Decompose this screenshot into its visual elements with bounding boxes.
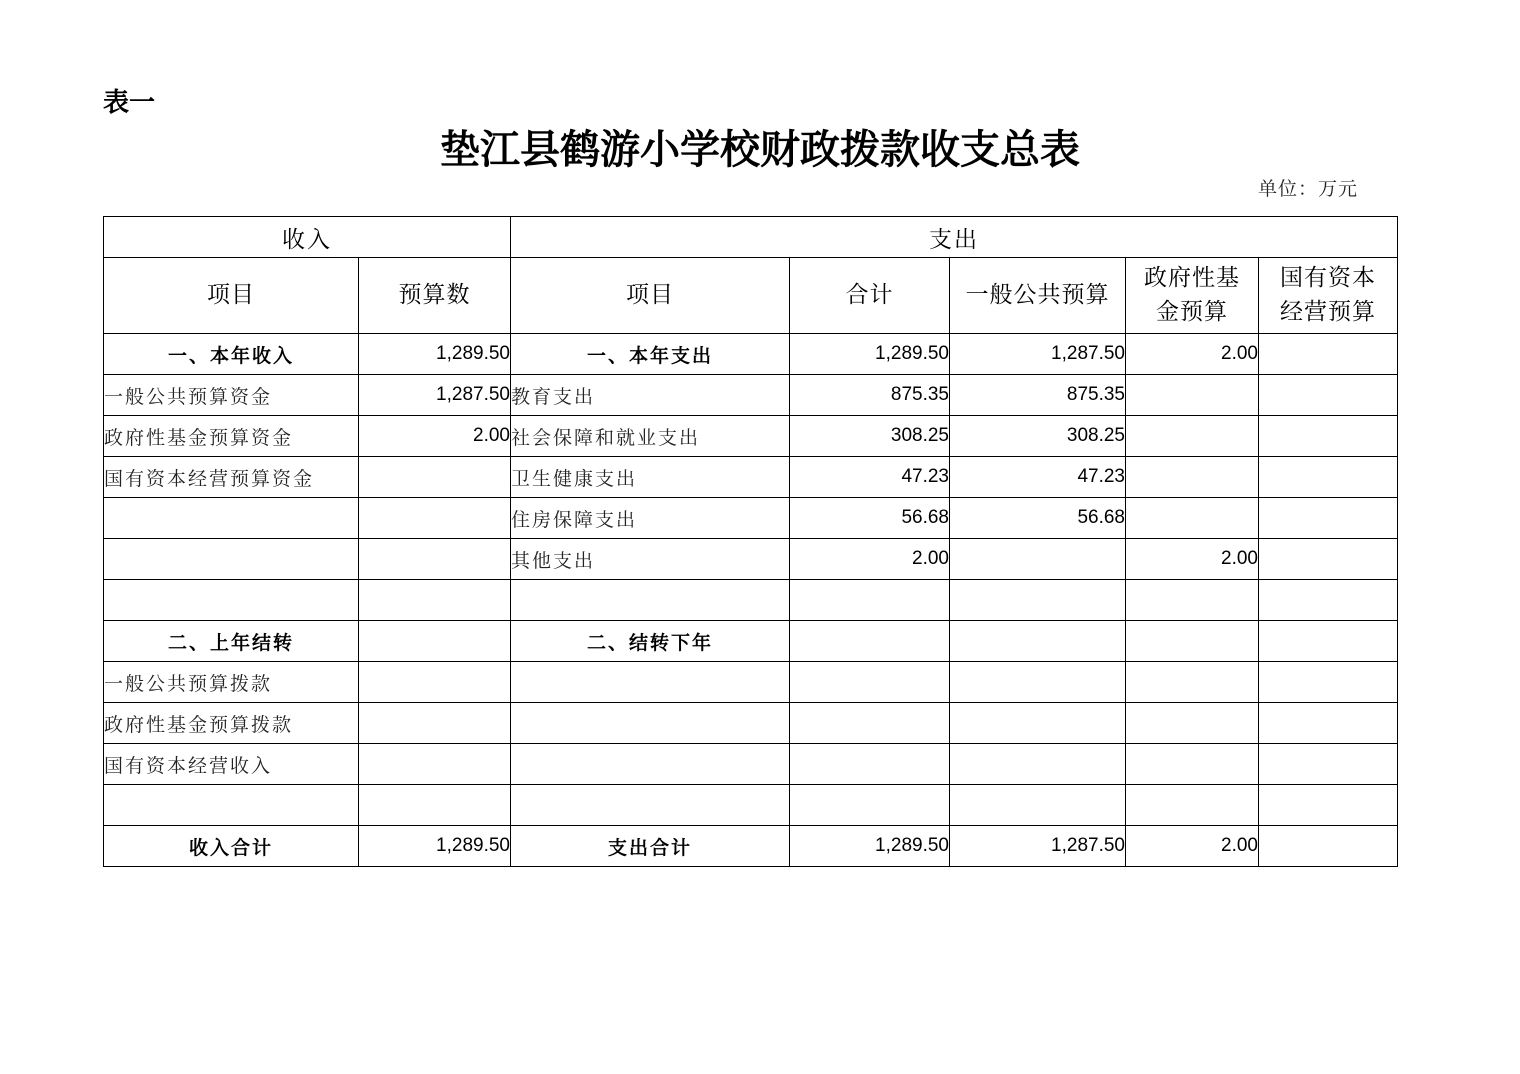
table-row [104, 539, 1398, 580]
expense-total-label: 支出合计 [511, 826, 790, 867]
income-total-value: 1,289.50 [359, 826, 511, 867]
col-fund-line1: 政府性基 [1144, 265, 1240, 292]
expense-item: 社会保障和就业支出 [511, 416, 790, 457]
income-total-label: 收入合计 [104, 826, 359, 867]
income-value [359, 703, 511, 744]
col-budget: 预算数 [359, 258, 511, 334]
col-fund-line2: 金预算 [1156, 298, 1228, 325]
state-value [1259, 662, 1398, 703]
table-row [104, 621, 1398, 662]
fund-value: 2.00 [1126, 334, 1259, 375]
expense-item: 住房保障支出 [511, 498, 790, 539]
column-header-row [104, 258, 1398, 334]
col-expense-item: 项目 [511, 258, 790, 334]
income-value [359, 621, 511, 662]
total-value [790, 621, 950, 662]
fund-value: 2.00 [1126, 826, 1259, 867]
table-row [104, 416, 1398, 457]
income-item: 政府性基金预算资金 [104, 416, 359, 457]
table-label: 表一 [103, 88, 156, 118]
general-value: 308.25 [950, 416, 1126, 457]
general-value [950, 580, 1126, 621]
state-value [1259, 416, 1398, 457]
budget-table [103, 216, 1398, 867]
expense-item: 其他支出 [511, 539, 790, 580]
table-row [104, 498, 1398, 539]
table-row [104, 662, 1398, 703]
col-state-line1: 国有资本 [1280, 265, 1376, 292]
general-value: 56.68 [950, 498, 1126, 539]
col-total: 合计 [790, 258, 950, 334]
income-item [104, 539, 359, 580]
state-value [1259, 580, 1398, 621]
income-section-header: 收入 [104, 217, 511, 258]
state-value [1259, 498, 1398, 539]
total-value: 875.35 [790, 375, 950, 416]
general-value: 875.35 [950, 375, 1126, 416]
income-item [104, 498, 359, 539]
expense-item: 卫生健康支出 [511, 457, 790, 498]
expense-item [511, 703, 790, 744]
table-row [104, 703, 1398, 744]
total-value [790, 744, 950, 785]
income-value [359, 498, 511, 539]
general-value [950, 662, 1126, 703]
col-fund [1126, 258, 1259, 334]
total-value: 56.68 [790, 498, 950, 539]
income-item: 一般公共预算资金 [104, 375, 359, 416]
expense-section-header: 支出 [511, 217, 1398, 258]
total-value: 47.23 [790, 457, 950, 498]
state-value [1259, 457, 1398, 498]
expense-item: 二、结转下年 [511, 621, 790, 662]
income-item: 国有资本经营预算资金 [104, 457, 359, 498]
general-value: 1,287.50 [950, 334, 1126, 375]
state-value [1259, 826, 1398, 867]
income-value: 1,287.50 [359, 375, 511, 416]
general-value [950, 785, 1126, 826]
income-value [359, 785, 511, 826]
state-value [1259, 621, 1398, 662]
total-value: 1,289.50 [790, 334, 950, 375]
total-value [790, 580, 950, 621]
total-value: 1,289.50 [790, 826, 950, 867]
col-state [1259, 258, 1398, 334]
table-row [104, 744, 1398, 785]
general-value [950, 744, 1126, 785]
state-value [1259, 785, 1398, 826]
state-value [1259, 744, 1398, 785]
fund-value [1126, 785, 1259, 826]
col-income-item: 项目 [104, 258, 359, 334]
state-value [1259, 334, 1398, 375]
fund-value [1126, 498, 1259, 539]
totals-row [104, 826, 1398, 867]
income-value: 1,289.50 [359, 334, 511, 375]
income-value [359, 539, 511, 580]
table-row [104, 334, 1398, 375]
income-item: 一般公共预算拨款 [104, 662, 359, 703]
table-row [104, 580, 1398, 621]
col-general: 一般公共预算 [950, 258, 1126, 334]
general-value [950, 703, 1126, 744]
income-value: 2.00 [359, 416, 511, 457]
total-value [790, 785, 950, 826]
page-title: 垫江县鹤游小学校财政拨款收支总表 [440, 126, 1080, 173]
expense-item [511, 785, 790, 826]
fund-value [1126, 703, 1259, 744]
income-value [359, 457, 511, 498]
income-item: 一、本年收入 [104, 334, 359, 375]
general-value: 47.23 [950, 457, 1126, 498]
fund-value [1126, 662, 1259, 703]
fund-value: 2.00 [1126, 539, 1259, 580]
fund-value [1126, 621, 1259, 662]
expense-item [511, 580, 790, 621]
expense-item: 教育支出 [511, 375, 790, 416]
unit-label: 单位：万元 [1258, 178, 1359, 200]
total-value [790, 662, 950, 703]
income-item: 二、上年结转 [104, 621, 359, 662]
fund-value [1126, 457, 1259, 498]
income-value [359, 662, 511, 703]
col-state-line2: 经营预算 [1280, 298, 1376, 325]
fund-value [1126, 416, 1259, 457]
income-item: 政府性基金预算拨款 [104, 703, 359, 744]
state-value [1259, 375, 1398, 416]
table-row [104, 785, 1398, 826]
expense-item [511, 662, 790, 703]
fund-value [1126, 580, 1259, 621]
section-header-row [104, 217, 1398, 258]
fund-value [1126, 744, 1259, 785]
general-value [950, 621, 1126, 662]
fund-value [1126, 375, 1259, 416]
general-value [950, 539, 1126, 580]
total-value [790, 703, 950, 744]
total-value: 2.00 [790, 539, 950, 580]
income-value [359, 580, 511, 621]
expense-item: 一、本年支出 [511, 334, 790, 375]
expense-item [511, 744, 790, 785]
income-item: 国有资本经营收入 [104, 744, 359, 785]
income-item [104, 580, 359, 621]
state-value [1259, 539, 1398, 580]
income-value [359, 744, 511, 785]
state-value [1259, 703, 1398, 744]
table-row [104, 457, 1398, 498]
total-value: 308.25 [790, 416, 950, 457]
general-value: 1,287.50 [950, 826, 1126, 867]
income-item [104, 785, 359, 826]
table-row [104, 375, 1398, 416]
